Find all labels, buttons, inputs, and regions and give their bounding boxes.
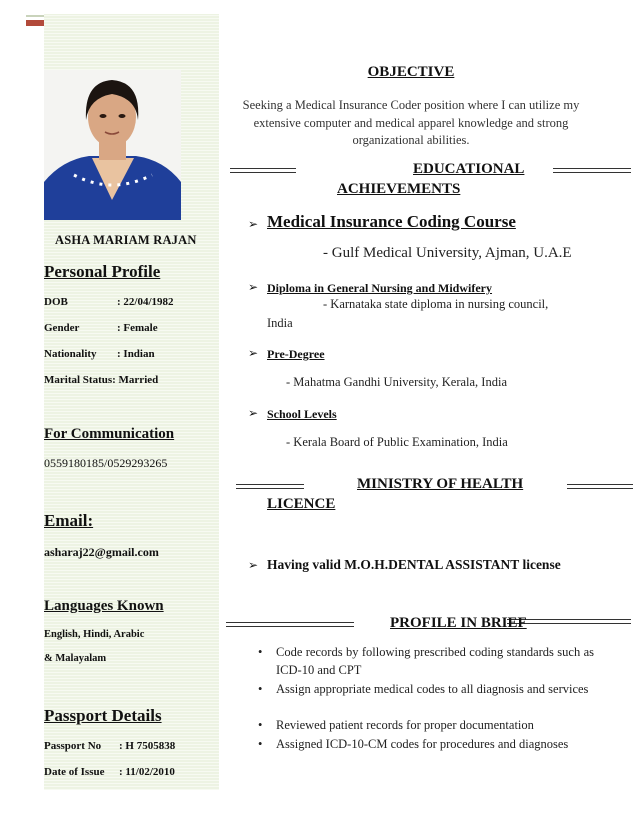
marital-status: Marital Status: Married [44,374,159,386]
languages-heading: Languages Known [44,598,164,614]
divider-right [567,484,633,489]
languages-line-2: & Malayalam [44,653,107,664]
candidate-name: ASHA MARIAM RAJAN [55,233,197,247]
education-item-2-detail: - Karnataka state diploma in nursing council, [323,297,549,311]
gender-label: Gender [44,322,80,334]
nationality-label: Nationality [44,348,97,360]
education-item-2-detail-cont: India [267,316,293,330]
brief-bullet-3: • Reviewed patient records for proper documentation [258,717,594,735]
education-item-3-detail: - Mahatma Gandhi University, Kerala, India [286,375,507,389]
objective-text: Seeking a Medical Insurance Coder position where I can utilize my extensive computer and medical apparel knowledge and strong organizational abilities. [242,98,580,147]
gender-value: : Female [117,322,158,334]
brief-bullet-4: • Assigned ICD-10-CM codes for procedures and diagnoses [258,736,594,754]
bullet-dot-icon: • [258,645,263,659]
languages-line-1: English, Hindi, Arabic [44,629,145,640]
education-item-2-title: Diploma in General Nursing and Midwifery [267,281,493,295]
divider-left [230,168,296,173]
brief-bullet-1: • Code records by following prescribed coding standards such as ICD-10 and CPT [258,645,594,677]
personal-profile-heading: Personal Profile [44,262,161,281]
passport-heading: Passport Details [44,706,162,725]
profile-brief-heading: PROFILE IN BRIEF [390,615,527,631]
ministry-heading-line-1: MINISTRY OF HEALTH [357,476,524,492]
issue-date-value: : 11/02/2010 [119,766,175,778]
ministry-heading-line-2: LICENCE [267,496,336,512]
bullet-dot-icon: • [258,682,263,696]
education-item-1-detail: - Gulf Medical University, Ajman, U.A.E [323,245,572,261]
issue-date-label: Date of Issue [44,766,105,778]
bullet-dot-icon: • [258,737,263,751]
brief-bullet-2: • Assign appropriate medical codes to all diagnosis and services [258,681,594,699]
arrow-bullet-icon: ➢ [248,346,259,360]
education-item-1-title: Medical Insurance Coding Course [267,212,516,231]
bullet-dot-icon: • [258,718,263,732]
arrow-bullet-icon: ➢ [248,217,259,231]
arrow-bullet-icon: ➢ [248,280,259,294]
arrow-bullet-icon: ➢ [248,558,259,572]
email-address[interactable]: asharaj22@gmail.com [44,545,159,559]
education-item-4-title: School Levels [267,407,337,421]
objective-heading: OBJECTIVE [367,64,455,80]
education-heading-line-2: ACHIEVEMENTS [337,181,461,197]
email-heading: Email: [44,511,94,530]
nationality-value: : Indian [117,348,155,360]
divider-left [226,622,354,627]
passport-no-value: : H 7505838 [119,740,176,752]
education-heading-line-1: EDUCATIONAL [413,161,525,177]
passport-no-label: Passport No [44,740,102,752]
moh-license-item: Having valid M.O.H.DENTAL ASSISTANT license [267,557,561,572]
divider-right [553,168,631,173]
education-item-4-detail: - Kerala Board of Public Examination, India [286,435,508,449]
profile-photo [44,70,181,220]
dob-label: DOB [44,296,68,308]
communication-heading: For Communication [44,426,175,442]
phone-numbers: 0559180185/0529293265 [44,456,168,470]
dob-value: : 22/04/1982 [117,296,174,308]
arrow-bullet-icon: ➢ [248,406,259,420]
divider-left [236,484,304,489]
education-item-3-title: Pre-Degree [267,347,325,361]
